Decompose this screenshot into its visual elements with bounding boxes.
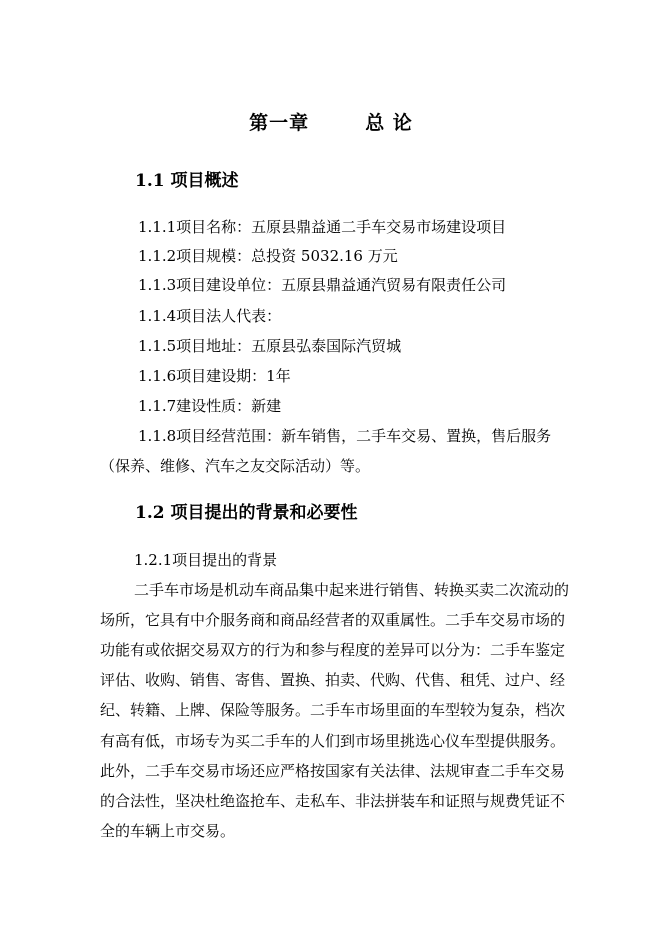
section-heading-1-2: 1.2 项目提出的背景和必要性 [135,503,358,523]
item-legal-representative: 1.1.4项目法人代表： [138,307,282,325]
item-project-address: 1.1.5项目地址：五原县弘泰国际汽贸城 [138,337,402,355]
item-project-name: 1.1.1项目名称：五原县鼎益通二手车交易市场建设项目 [138,218,507,236]
chapter-name: 总 论 [365,112,413,134]
paragraph-line: 二手车市场是机动车商品集中起来进行销售、转换买卖二次流动的 [134,581,570,599]
chapter-label: 第一章 [249,112,310,134]
item-business-scope: 1.1.8项目经营范围：新车销售，二手车交易、置换，售后服务 [138,427,552,445]
section-heading-1-1: 1.1 项目概述 [135,171,239,191]
paragraph-line: 场所，它具有中介服务商和商品经营者的双重属性。二手车交易市场的 [100,611,566,629]
paragraph-line: 功能有或依据交易双方的行为和参与程度的差异可以分为：二手车鉴定 [100,641,566,659]
paragraph-line: 评估、收购、销售、寄售、置换、拍卖、代购、代售、租凭、过户、经 [100,671,566,689]
item-construction-unit: 1.1.3项目建设单位：五原县鼎益通汽贸易有限责任公司 [138,276,507,294]
paragraph-line: 此外，二手车交易市场还应严格按国家有关法律、法规审查二手车交易 [100,762,566,780]
paragraph-line: 纪、转籍、上牌、保险等服务。二手车市场里面的车型较为复杂，档次 [100,701,566,719]
subsection-heading-1-2-1: 1.2.1项目提出的背景 [134,551,278,569]
item-construction-period: 1.1.6项目建设期：1年 [138,367,291,385]
item-project-scale: 1.1.2项目规模：总投资 5032.16 万元 [138,247,398,265]
item-construction-nature: 1.1.7建设性质：新建 [138,397,282,415]
item-business-scope-continuation: （保养、维修、汽车之友交际活动）等。 [100,457,371,475]
paragraph-line: 全的车辆上市交易。 [100,822,236,840]
paragraph-line: 的合法性，坚决杜绝盗抢车、走私车、非法拼装车和证照与规费凭证不 [100,792,566,810]
paragraph-line: 有高有低，市场专为买二手车的人们到市场里挑选心仪车型提供服务。 [100,732,566,750]
chapter-title [0,108,662,135]
